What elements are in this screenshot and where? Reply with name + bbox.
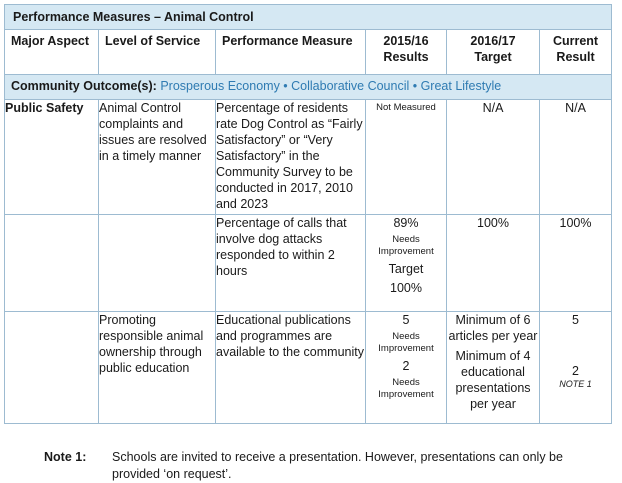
performance-measures-table (4, 4, 612, 424)
results-status: Needs Improvement (378, 331, 434, 354)
header-target: 2016/17 Target (447, 30, 540, 75)
footnote-label: Note 1: (44, 450, 87, 464)
current-result-cell: N/A (540, 100, 612, 215)
table-title-row (5, 5, 612, 30)
header-current-result: Current Result (540, 30, 612, 75)
results-target-label: Target (388, 262, 424, 276)
results-status: Needs Improvement (378, 377, 434, 400)
footnote-text: Schools are invited to receive a presentation. However, presentations can only be provided ‘on request’. (112, 450, 563, 481)
measure-cell: Percentage of calls that involve dog attacks responded to within 2 hours (216, 215, 366, 312)
current-presentations: 2 (572, 364, 579, 378)
header-level-of-service: Level of Service (99, 30, 216, 75)
header-major-aspect: Major Aspect (5, 30, 99, 75)
community-outcome-cell (5, 75, 612, 100)
table-row (5, 215, 612, 312)
community-outcome-values: Prosperous Economy • Collaborative Council • Great Lifestyle (160, 79, 502, 93)
results-target-value: 100% (390, 281, 422, 295)
results-cell (366, 215, 447, 312)
target-articles: Minimum of 6 articles per year (448, 313, 538, 343)
service-cell: Promoting responsible animal ownership through public education (99, 312, 216, 424)
header-results: 2015/16 Results (366, 30, 447, 75)
target-cell: 100% (447, 215, 540, 312)
results-cell (366, 312, 447, 424)
table-row (5, 312, 612, 424)
current-result-cell: 100% (540, 215, 612, 312)
current-result-cell (540, 312, 612, 424)
table-row (5, 100, 612, 215)
community-outcome-row (5, 75, 612, 100)
target-cell (447, 312, 540, 424)
results-value: 5 (402, 313, 410, 327)
current-articles: 5 (572, 313, 579, 327)
community-outcome-label: Community Outcome(s): (11, 79, 157, 93)
table-title: Performance Measures – Animal Control (5, 5, 612, 30)
target-presentations: Minimum of 4 educational presentations per year (455, 349, 531, 411)
target-cell: N/A (447, 100, 540, 215)
header-performance-measure: Performance Measure (216, 30, 366, 75)
current-note: NOTE 1 (559, 379, 592, 389)
service-cell (99, 215, 216, 312)
aspect-cell (5, 215, 99, 312)
results-value: 89% (393, 216, 419, 230)
measure-cell: Percentage of residents rate Dog Control as “Fairly Satisfactory” or “Very Satisfactory” in the Community Survey to be conducted in 2017, 2010 and 2023 (216, 100, 366, 215)
results-value: 2 (402, 359, 410, 373)
service-cell: Animal Control complaints and issues are resolved in a timely manner (99, 100, 216, 215)
measure-cell: Educational publications and programmes are available to the community (216, 312, 366, 424)
aspect-cell (5, 312, 99, 424)
aspect-cell: Public Safety (5, 100, 99, 215)
header-row (5, 30, 612, 75)
results-status: Needs Improvement (378, 234, 434, 257)
results-cell: Not Measured (366, 100, 447, 215)
